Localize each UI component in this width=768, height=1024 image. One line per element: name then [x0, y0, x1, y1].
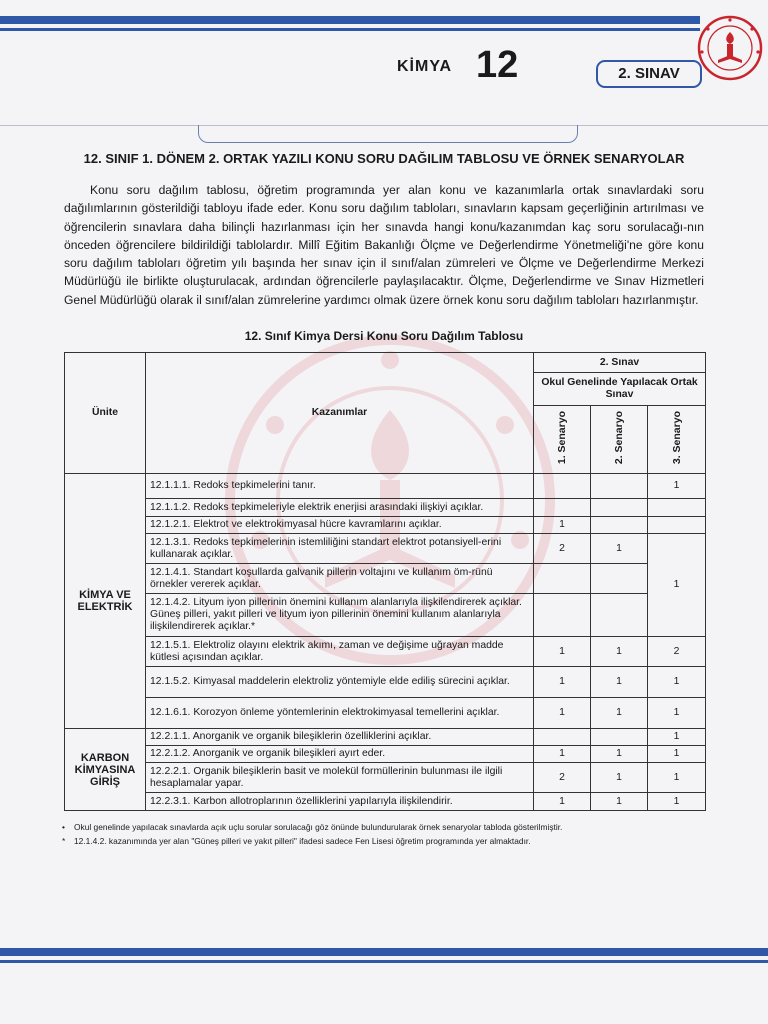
- s2-cell: [591, 517, 648, 534]
- s2-cell: 1: [591, 534, 648, 564]
- exam-badge: 2. SINAV: [596, 60, 702, 88]
- unit-cell-2: KARBON KİMYASINA GİRİŞ: [65, 729, 146, 811]
- outcome-cell: 12.1.2.1. Elektrot ve elektrokimyasal hücre kavramlarını açıklar.: [146, 517, 534, 534]
- s2-cell: 1: [591, 637, 648, 667]
- table-row: [65, 594, 706, 637]
- s1-cell: 2: [534, 534, 591, 564]
- s1-cell: 2: [534, 763, 591, 793]
- s3-cell: 1: [648, 746, 706, 763]
- s1-cell: [534, 474, 591, 499]
- table-row: [65, 637, 706, 667]
- table-row: [65, 698, 706, 729]
- grade-number: 12: [476, 44, 519, 86]
- s3-cell: 2: [648, 637, 706, 667]
- s1-cell: [534, 594, 591, 637]
- top-stripe: [0, 16, 700, 24]
- outcome-cell: 12.1.4.1. Standart koşullarda galvanik pillerin voltajını ve kullanım öm-rünü örnekler vererek açıklar.: [146, 564, 534, 594]
- s2-cell: 1: [591, 667, 648, 698]
- s3-cell: 1: [648, 729, 706, 746]
- table-row: [65, 729, 706, 746]
- s3-cell: 1: [648, 763, 706, 793]
- meb-seal-icon: [696, 14, 764, 82]
- outcome-cell: 12.2.1.2. Anorganik ve organik bileşikleri ayırt eder.: [146, 746, 534, 763]
- outcome-cell: 12.1.1.1. Redoks tepkimelerini tanır.: [146, 474, 534, 499]
- header-outcomes: Kazanımlar: [146, 353, 534, 474]
- intro-paragraph: Konu soru dağılım tablosu, öğretim programında yer alan konu ve kazanımlarla ortak sınavlardaki soru dağılımlarının gösterildiği tabloyu ifade eder. Konu soru dağılım tabloları, sınavların kapsam geçerliğinin artırılması ve öğrencilerin sınavlara daha bilinçli hazırlanması için her sınavda hangi konu/kazanımdan kaç soru sorulacağı-nın önceden öğrencilere bildirildiği tablolardır. Millî Eğitim Bakanlığı Ölçme ve Değerlendirme Yönetmeliği'ne göre konu soru dağılım tabloları öğretim yılı başında her sınav için il sınıf/alan zümreleri ve Ölçme ve Değerlendirme Merkezi Müdürlüğü ile birlikte oluşturulacak, ardından öğrencilerle paylaşılacaktır. Ölçme, Değerlendirme ve Sınav Hizmetleri Genel Müdürlüğü olarak il sınıf/alan zümrelerine yardımcı olmak üzere örnek konu soru dağılım tabloları hazırlanmıştır.: [64, 183, 704, 307]
- outcome-cell: 12.1.4.2. Lityum iyon pillerinin önemini kullanım alanlarıyla ilişkilendirerek açıklar. Güneş pilleri, yakıt pilleri ve lityum iyon pillerinin önemini kullanım alanlarıyla ilişkilendirerek açıklar.*: [146, 594, 534, 637]
- header-unit: Ünite: [65, 353, 146, 474]
- table-title: 12. Sınıf Kimya Dersi Konu Soru Dağılım Tablosu: [244, 329, 524, 343]
- outcome-cell: 12.1.5.2. Kimyasal maddelerin elektroliz yöntemiyle elde ediliş sürecini açıklar.: [146, 667, 534, 698]
- s1-cell: [534, 499, 591, 517]
- footnote: * 12.1.4.2. kazanımında yer alan "Güneş pilleri ve yakıt pilleri" ifadesi sadece Fen Lisesi öğretim programında yer almaktadır.: [62, 836, 531, 846]
- bottom-stripe-thin: [0, 960, 768, 963]
- s3-cell: 1: [648, 474, 706, 499]
- s1-cell: 1: [534, 637, 591, 667]
- outcome-cell: 12.2.2.1. Organik bileşiklerin basit ve molekül formüllerinin bulunması ile ilgili hesaplamalar yapar.: [146, 763, 534, 793]
- page-title: 12. SINIF 1. DÖNEM 2. ORTAK YAZILI KONU SORU DAĞILIM TABLOSU VE ÖRNEK SENARYOLAR: [83, 151, 685, 166]
- table-row: [65, 499, 706, 517]
- s1-cell: 1: [534, 517, 591, 534]
- s3-cell: [648, 499, 706, 517]
- distribution-table: [64, 352, 706, 811]
- outcome-cell: 12.1.3.1. Redoks tepkimelerinin istemliliğini standart elektrot potansiyell-erini kullanarak açıklar.: [146, 534, 534, 564]
- s1-cell: 1: [534, 667, 591, 698]
- s3-cell: [648, 517, 706, 534]
- s3-cell: 1: [648, 793, 706, 811]
- s2-cell: 1: [591, 793, 648, 811]
- s2-cell: 1: [591, 746, 648, 763]
- top-stripe-thin: [0, 28, 700, 31]
- table-row: [65, 534, 706, 564]
- outcome-cell: 12.2.1.1. Anorganik ve organik bileşiklerin özelliklerini açıklar.: [146, 729, 534, 746]
- table-row: [65, 793, 706, 811]
- s3-cell: 1: [648, 534, 706, 637]
- header-exam-sub: Okul Genelinde Yapılacak Ortak Sınav: [534, 373, 706, 406]
- s2-cell: [591, 499, 648, 517]
- header-scenario-1: 1. Senaryo: [534, 406, 591, 474]
- s1-cell: 1: [534, 746, 591, 763]
- s3-cell: 1: [648, 667, 706, 698]
- s1-cell: [534, 564, 591, 594]
- s1-cell: 1: [534, 793, 591, 811]
- outcome-cell: 12.1.5.1. Elektroliz olayını elektrik akımı, zaman ve değişime uğrayan madde kütlesi açısından açıklar.: [146, 637, 534, 667]
- table-row: [65, 474, 706, 499]
- s3-cell: 1: [648, 698, 706, 729]
- s2-cell: [591, 594, 648, 637]
- header-scenario-2: 2. Senaryo: [591, 406, 648, 474]
- table-row: [65, 763, 706, 793]
- footnotes: [62, 820, 722, 848]
- footnote: • Okul genelinde yapılacak sınavlarda açık uçlu sorular sorulacağı göz önünde bulundurularak örnek senaryolar tabloda gösterilmiştir.: [62, 822, 563, 832]
- table-row: [65, 517, 706, 534]
- subject-label: KİMYA: [397, 58, 453, 75]
- s2-cell: [591, 729, 648, 746]
- header-exam: 2. Sınav: [534, 353, 706, 373]
- table-row: [65, 564, 706, 594]
- header-tab: [198, 125, 578, 143]
- table-row: [65, 746, 706, 763]
- table-row: [65, 667, 706, 698]
- s2-cell: [591, 474, 648, 499]
- s2-cell: [591, 564, 648, 594]
- bottom-stripe: [0, 948, 768, 956]
- outcome-cell: 12.1.6.1. Korozyon önleme yöntemlerinin elektrokimyasal temellerini açıklar.: [146, 698, 534, 729]
- unit-cell-1: KİMYA VE ELEKTRİK: [65, 474, 146, 729]
- outcome-cell: 12.2.3.1. Karbon allotroplarının özelliklerini yapılarıyla ilişkilendirir.: [146, 793, 534, 811]
- outcome-cell: 12.1.1.2. Redoks tepkimeleriyle elektrik enerjisi arasındaki ilişkiyi açıklar.: [146, 499, 534, 517]
- header-scenario-3: 3. Senaryo: [648, 406, 706, 474]
- s2-cell: 1: [591, 698, 648, 729]
- s1-cell: 1: [534, 698, 591, 729]
- s2-cell: 1: [591, 763, 648, 793]
- s1-cell: [534, 729, 591, 746]
